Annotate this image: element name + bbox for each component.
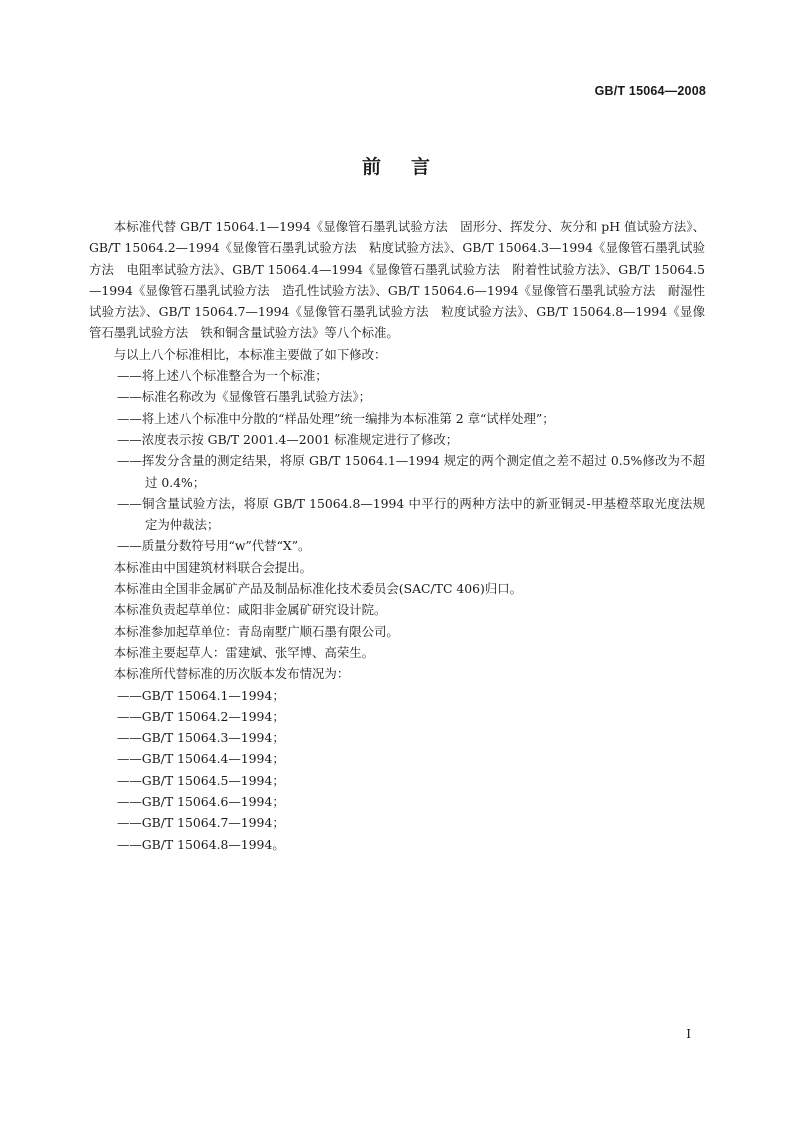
proposer-paragraph: 本标准由中国建筑材料联合会提出。	[113, 559, 313, 575]
history-item: ——GB/T 15064.3—1994；	[117, 730, 285, 746]
history-item: ——GB/T 15064.1—1994；	[117, 687, 285, 703]
history-item: ——GB/T 15064.8—1994。	[117, 836, 285, 852]
foreword-body	[89, 216, 705, 855]
drafters-paragraph: 本标准主要起草人：雷建斌、张罕博、高荣生。	[113, 644, 374, 660]
change-item: ——挥发分含量的测定结果，将原 GB/T 15064.1—1994 规定的两个测定值之差不超过 0.5%修改为不超过 0.4%；	[117, 453, 705, 490]
change-item: ——将上述八个标准整合为一个标准；	[117, 368, 328, 384]
history-intro-paragraph: 本标准所代替标准的历次版本发布情况为：	[113, 666, 350, 682]
history-item: ——GB/T 15064.5—1994；	[117, 772, 285, 788]
history-item: ——GB/T 15064.2—1994；	[117, 708, 285, 724]
page-title	[0, 152, 794, 179]
change-item: ——标准名称改为《显像管石墨乳试验方法》；	[117, 389, 372, 405]
change-item: ——质量分数符号用“w”代替“X”。	[117, 538, 311, 554]
history-item: ——GB/T 15064.4—1994；	[117, 751, 285, 767]
change-item: ——铜含量试验方法，将原 GB/T 15064.8—1994 中平行的两种方法中的新亚铜灵-甲基橙萃取光度法规定为仲裁法；	[117, 495, 705, 533]
drafter-lead-paragraph: 本标准负责起草单位：咸阳非金属矿研究设计院。	[113, 602, 387, 618]
change-item: ——浓度表示按 GB/T 2001.4—2001 标准规定进行了修改；	[117, 431, 459, 447]
title-char-2: 言	[411, 156, 433, 178]
history-item: ——GB/T 15064.6—1994；	[117, 794, 285, 810]
page-number: I	[686, 1027, 691, 1041]
compare-paragraph: 与以上八个标准相比，本标准主要做了如下修改：	[113, 346, 387, 362]
drafter-join-paragraph: 本标准参加起草单位：青岛南墅广顺石墨有限公司。	[113, 623, 399, 639]
change-item: ——将上述八个标准中分散的“样品处理”统一编排为本标准第 2 章“试样处理”；	[117, 410, 555, 426]
history-item: ——GB/T 15064.7—1994；	[117, 815, 285, 831]
standard-code: GB/T 15064—2008	[594, 84, 706, 98]
committee-paragraph: 本标准由全国非金属矿产品及制品标准化技术委员会(SAC/TC 406)归口。	[113, 581, 523, 597]
title-char-1: 前	[361, 156, 383, 178]
intro-paragraph: 本标准代替 GB/T 15064.1—1994《显像管石墨乳试验方法 固形分、挥发分、灰分和 pH 值试验方法》、GB/T 15064.2—1994《显像管石墨乳试验方法 粘度试验方法》、GB/T 15064.3—1994《显像管石墨乳试验方法 电阻率试验方法》、GB/T 15064.4—1994《显像管石墨乳试验方法 附着性试验方法》、GB/T 15064.5—1994《显像管石墨乳试验方法 造孔性试验方法》、GB/T 15064.6—1994《显像管石墨乳试验方法 耐湿性试验方法》、GB/T 15064.7—1994《显像管石墨乳试验方法 粒度试验方法》、GB/T 15064.8—1994《显像管石墨乳试验方法 铁和铜含量试验方法》等八个标准。	[89, 219, 705, 341]
